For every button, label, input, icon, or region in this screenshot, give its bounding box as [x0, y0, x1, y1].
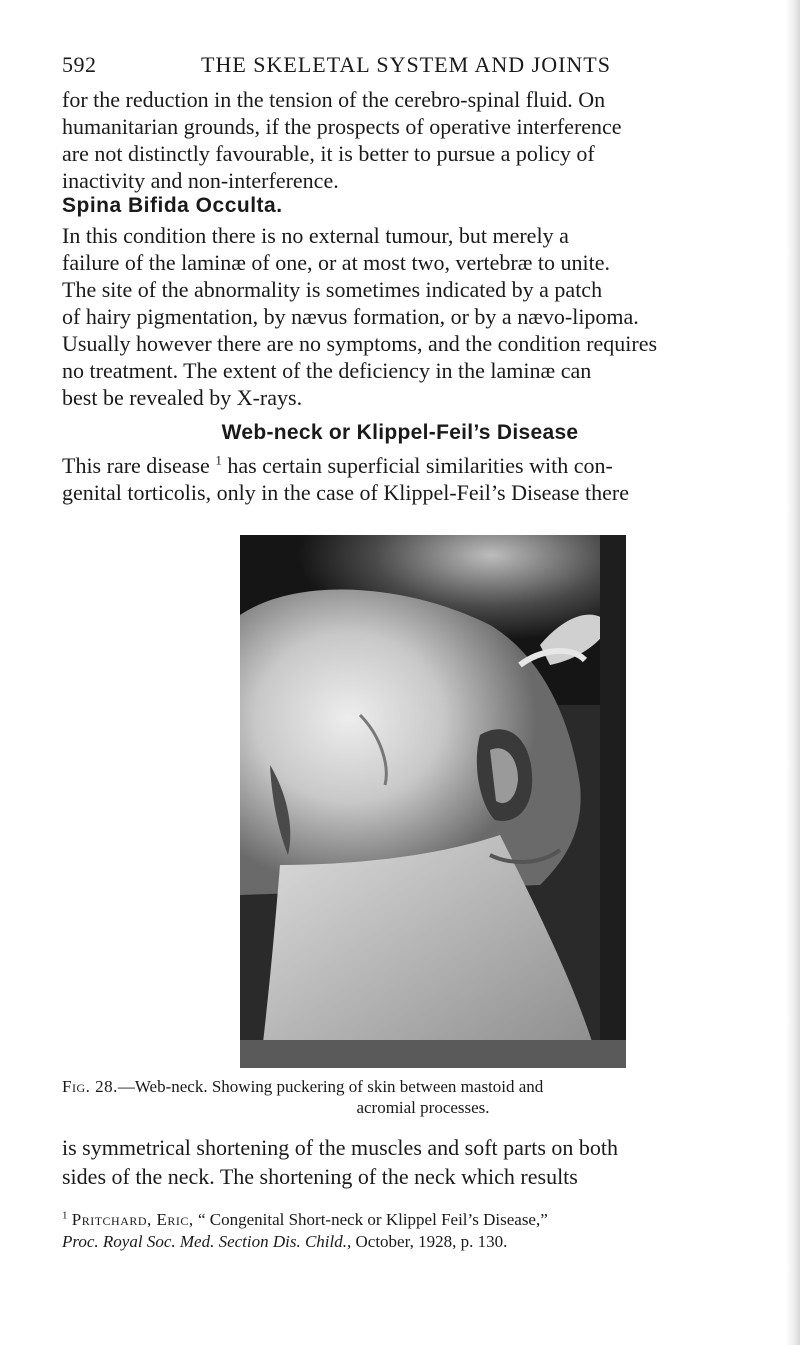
- running-header: [62, 52, 782, 84]
- subheading-spina-bifida: Spina Bifida Occulta.: [62, 194, 283, 217]
- footnote: [62, 1209, 784, 1253]
- text-line: [62, 452, 784, 479]
- caption-line: acromial processes.: [356, 1098, 490, 1117]
- text-segment: has certain superficial similarities with con-: [221, 453, 613, 478]
- footnote-details: October, 1928, p. 130.: [355, 1232, 508, 1251]
- footnote-journal: Proc. Royal Soc. Med. Section Dis. Child.,: [62, 1232, 352, 1251]
- text-line: for the reduction in the tension of the cerebro-spinal fluid. On: [62, 87, 606, 112]
- footnote-title: “ Congenital Short-neck or Klippel Feil’s Disease,”: [197, 1210, 548, 1229]
- text-line: sides of the neck. The shortening of the neck which results: [62, 1164, 578, 1189]
- section-heading-web-neck: Web-neck or Klippel-Feil’s Disease: [221, 421, 579, 444]
- text-line: of hairy pigmentation, by nævus formation, or by a nævo-lipoma.: [62, 304, 639, 329]
- text-line: The site of the abnormality is sometimes indicated by a patch: [62, 277, 603, 302]
- text-line: failure of the laminæ of one, or at most two, vertebræ to unite.: [62, 250, 611, 275]
- text-line: inactivity and non-interference.: [62, 168, 339, 193]
- figure-caption: [62, 1076, 784, 1118]
- text-line: humanitarian grounds, if the prospects of operative interference: [62, 114, 622, 139]
- caption-text: —Web-neck. Showing puckering of skin between mastoid and: [117, 1077, 544, 1096]
- paragraph-spina-bifida: [62, 222, 784, 411]
- paragraph-shortening: [62, 1133, 784, 1191]
- text-line: are not distinctly favourable, it is better to pursue a policy of: [62, 141, 595, 166]
- figure-label: Fig. 28.: [62, 1077, 118, 1096]
- running-title: THE SKELETAL SYSTEM AND JOINTS: [201, 52, 611, 77]
- text-line: genital torticolis, only in the case of Klippel-Feil’s Disease there: [62, 480, 629, 505]
- footnote-author: Pritchard, Eric,: [71, 1210, 194, 1229]
- footnote-marker: 1: [62, 1209, 68, 1222]
- page-edge-shadow: [786, 0, 800, 1345]
- paragraph-cerebro-spinal: [62, 86, 784, 194]
- text-line: no treatment. The extent of the deficiency in the laminæ can: [62, 358, 592, 383]
- text-line: Usually however there are no symptoms, and the condition requires: [62, 331, 658, 356]
- text-segment: This rare disease: [62, 453, 216, 478]
- text-line: In this condition there is no external tumour, but merely a: [62, 223, 569, 248]
- footnote-reference[interactable]: 1: [215, 452, 222, 468]
- text-line: is symmetrical shortening of the muscles and soft parts on both: [62, 1135, 619, 1160]
- caption-line: [62, 1077, 543, 1096]
- figure-photograph: [240, 535, 626, 1068]
- paragraph-klippel-feil: [62, 452, 784, 506]
- page-number: 592: [62, 52, 97, 77]
- text-line: best be revealed by X-rays.: [62, 385, 303, 410]
